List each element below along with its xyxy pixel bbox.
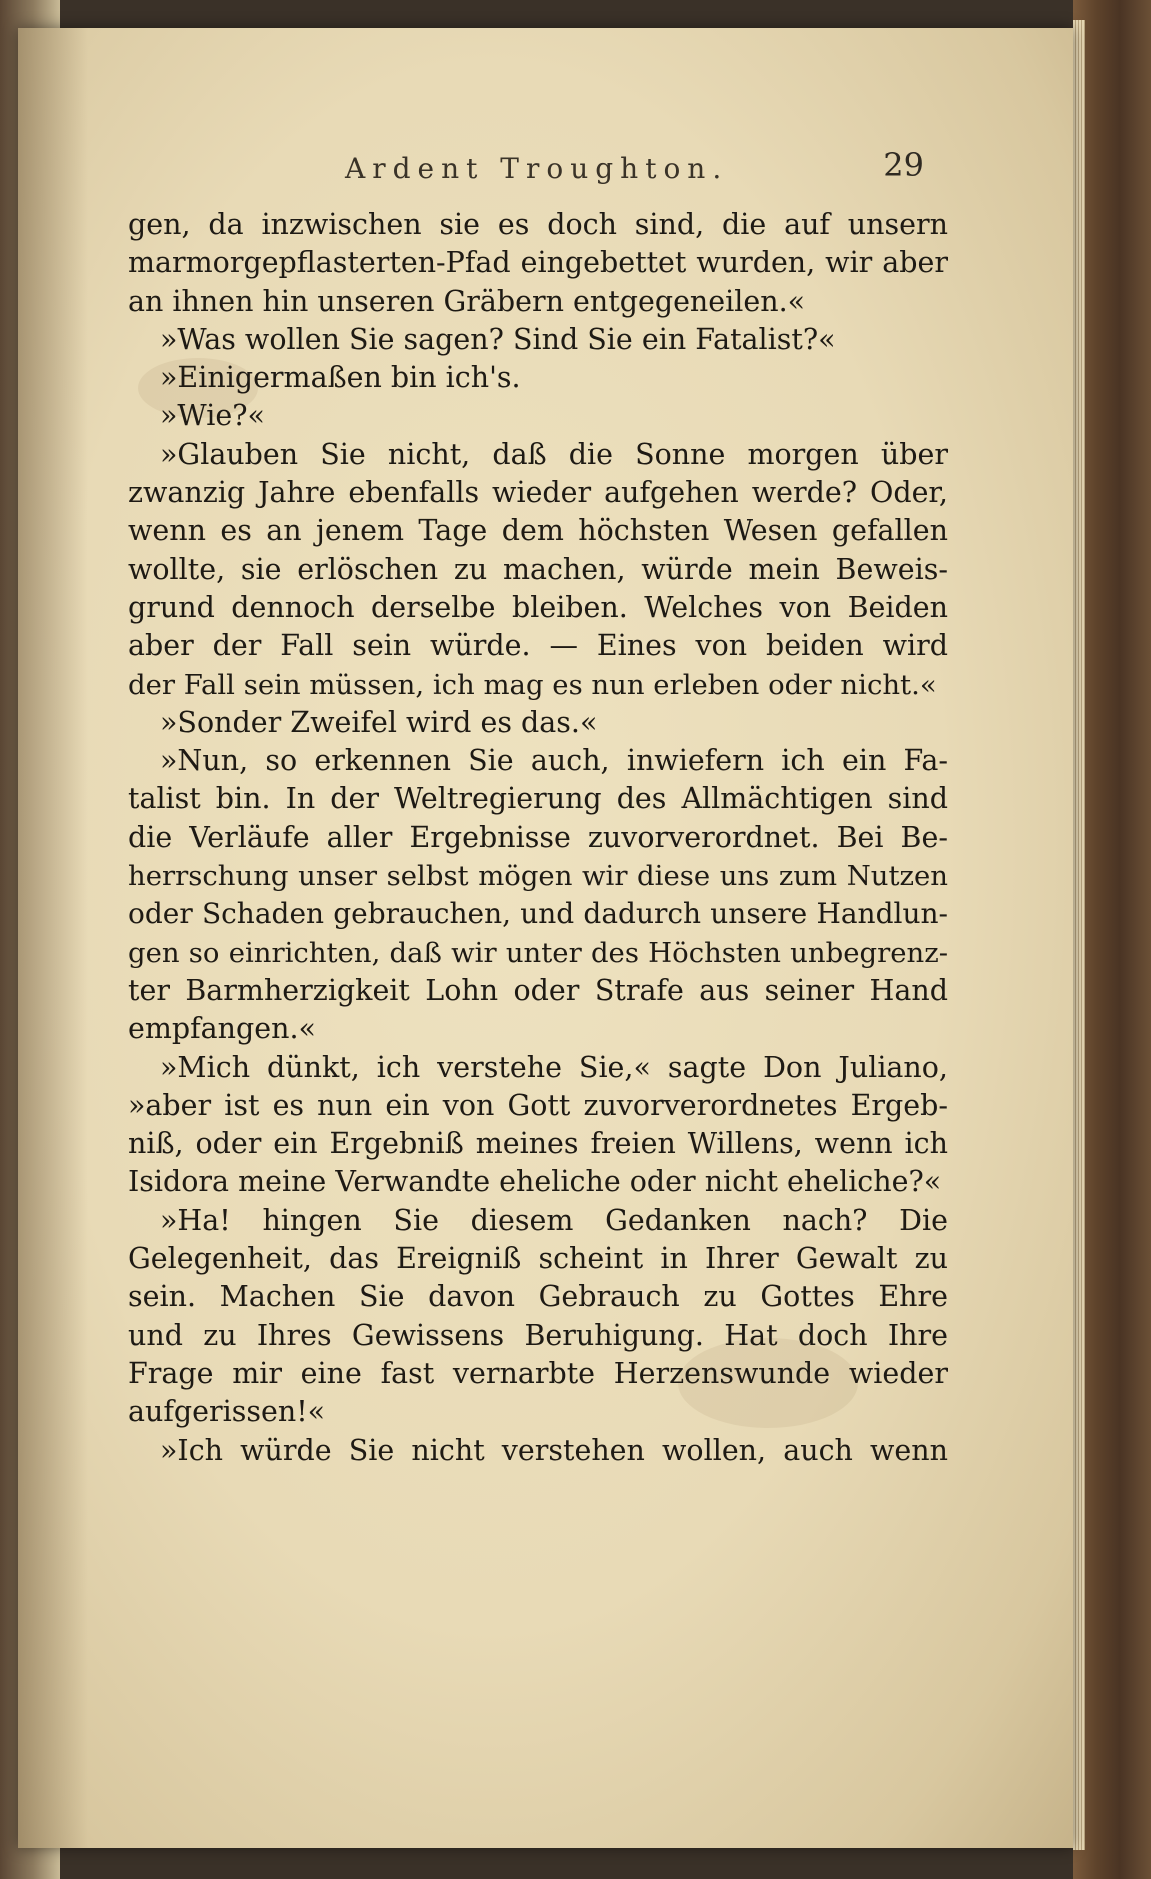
text-line: ter Barmherzigkeit Lohn oder Strafe aus seiner Hand: [128, 973, 948, 1007]
text-line: aber der Fall sein würde. — Eines von beiden wird: [128, 629, 948, 663]
text-line: empfangen.«: [128, 1012, 316, 1046]
text-line: »aber ist es nun ein von Gott zuvorverordnetes Ergeb-: [128, 1088, 948, 1122]
text-line: Gelegenheit, das Ereigniß scheint in Ihrer Gewalt zu: [128, 1242, 948, 1276]
body-text: [128, 206, 948, 1470]
text-line: wenn es an jenem Tage dem höchsten Wesen gefallen: [128, 514, 948, 548]
text-line: »Mich dünkt, ich verstehe Sie,« sagte Don Juliano,: [160, 1050, 948, 1084]
text-line: gen, da inzwischen sie es doch sind, die auf unsern: [128, 208, 948, 241]
text-line: »Was wollen Sie sagen? Sind Sie ein Fatalist?«: [160, 322, 836, 356]
text-line: »Einigermaßen bin ich's.: [160, 361, 521, 395]
page-edges: [1073, 20, 1085, 1850]
text-line: sein. Machen Sie davon Gebrauch zu Gottes Ehre: [128, 1280, 948, 1314]
running-title: Ardent Troughton.: [345, 152, 729, 185]
text-line: grund dennoch derselbe bleiben. Welches von Beiden: [128, 590, 948, 624]
text-line: »Ich würde Sie nicht verstehen wollen, auch wenn: [160, 1433, 948, 1467]
text-line: herrschung unser selbst mögen wir diese uns zum Nutzen: [128, 860, 948, 893]
page-gutter-shadow: [18, 28, 88, 1848]
text-line: zwanzig Jahre ebenfalls wieder aufgehen werde? Oder,: [128, 476, 948, 510]
text-line: oder Schaden gebrauchen, und dadurch unsere Handlun-: [128, 897, 948, 931]
running-header: [130, 146, 940, 186]
text-line: marmorgepflasterten-Pfad eingebettet wurden, wir aber: [128, 246, 948, 280]
text-line: der Fall sein müssen, ich mag es nun erleben oder nicht.«: [128, 668, 937, 701]
text-line: wollte, sie erlöschen zu machen, würde mein Beweis-: [128, 552, 948, 586]
text-line: die Verläufe aller Ergebnisse zuvorverordnet. Bei Be-: [128, 820, 948, 854]
text-line: an ihnen hin unseren Gräbern entgegeneilen.«: [128, 284, 806, 318]
text-line: »Sonder Zweifel wird es das.«: [160, 705, 598, 739]
text-line: »Glauben Sie nicht, daß die Sonne morgen über: [160, 437, 948, 471]
text-line: niß, oder ein Ergebniß meines freien Willens, wenn ich: [128, 1127, 948, 1161]
text-line: aufgerissen!«: [128, 1395, 326, 1429]
text-line: »Wie?«: [160, 399, 265, 433]
text-line: gen so einrichten, daß wir unter des Höchsten unbegrenz-: [128, 936, 948, 969]
text-line: Isidora meine Verwandte eheliche oder nicht eheliche?«: [128, 1165, 942, 1199]
page-number: 29: [883, 146, 924, 184]
text-line: talist bin. In der Weltregierung des Allmächtigen sind: [128, 782, 948, 816]
text-line: Frage mir eine fast vernarbte Herzenswunde wieder: [128, 1356, 948, 1390]
text-line: »Nun, so erkennen Sie auch, inwiefern ich ein Fa-: [160, 744, 948, 778]
text-line: »Ha! hingen Sie diesem Gedanken nach? Die: [160, 1203, 948, 1237]
text-line: und zu Ihres Gewissens Beruhigung. Hat doch Ihre: [128, 1318, 948, 1352]
